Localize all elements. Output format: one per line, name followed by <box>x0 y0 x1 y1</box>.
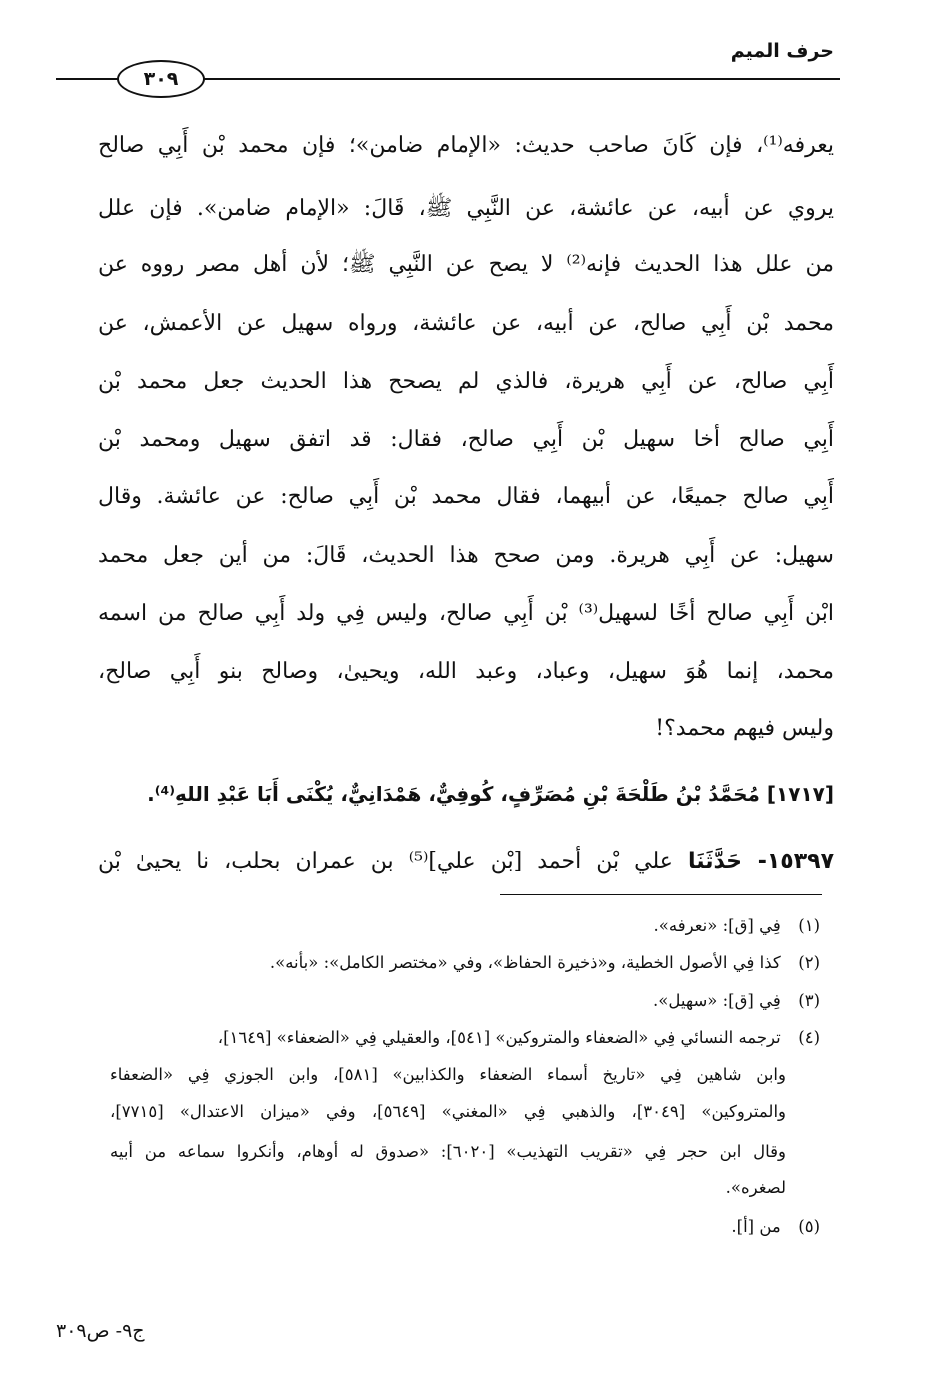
footnote-4-line: والمتروكين» [٣٠٤٩]، والذهبي فِي «المغني» [٥٦٤٩]، وفي «ميزان الاعتدال» [٧٧١٥]، <box>110 1102 787 1121</box>
footnote-text: كذا فِي الأصول الخطية، و«ذخيرة الحفاظ»، وفي «مختصر الكامل»: «بأنه». <box>269 953 781 972</box>
footnote-text: فِي [ق]: «نعرفه». <box>653 916 781 935</box>
footnote-number: (٢) <box>798 953 820 972</box>
footnote-4-line: وقال ابن حجر فِي «تقريب التهذيب» [٦٠٢٠]: «صدوق له أوهام، وأنكروا سماعه من أبيه <box>110 1142 786 1161</box>
body-line: محمد بْن أَبِي صالح، عن أبيه، عن عائشة، ورواه سهيل عن الأعمش، عن <box>98 311 834 336</box>
footnote-text: فِي [ق]: «سهيل». <box>653 991 781 1010</box>
footnote-number: (٣) <box>798 991 820 1010</box>
body-line: من علل هذا الحديث فإنه⁽²⁾ لا يصح عن النَّبِي ﷺ؛ لأن أهل مصر رووه عن <box>98 252 835 277</box>
hadith-number: ١٥٣٩٧- حَدَّثَنَا <box>687 849 834 874</box>
footnote-4-line: وابن شاهين فِي «تاريخ أسماء الضعفاء والكذابين» [٥٨١]، وابن الجوزي فِي «الضعفاء <box>110 1065 786 1084</box>
footnote-number: (٥) <box>798 1217 820 1236</box>
body-line: أَبِي صالح جميعًا، عن أبيهما، فقال محمد بْن أَبِي صالح: عن عائشة. وقال <box>98 484 834 509</box>
body-line: سهيل: عن أَبِي هريرة. ومن صحح هذا الحديث، قَالَ: من أين جعل محمد <box>98 543 834 568</box>
entry-heading: [١٧١٧] مُحَمَّدُ بْنُ طَلْحَةَ بْنِ مُصَرِّفٍ، كُوفِيٌّ، هَمْدَانِيٌّ، يُكْنَى أَبَا عَبْدِ اللهِ⁽⁴⁾. <box>147 782 834 806</box>
footnote-text: ترجمه النسائي فِي «الضعفاء والمتروكين» [٥٤١]، والعقيلي فِي «الضعفاء» [١٦٤٩]، <box>217 1028 781 1047</box>
footnote-number: (٤) <box>798 1028 820 1047</box>
footnote-2 <box>110 947 820 978</box>
body-line: أَبِي صالح، عن أَبِي هريرة، فالذي لم يصحح هذا الحديث جعل محمد بْن <box>98 369 834 394</box>
footnote-text: من [أ]. <box>731 1217 781 1236</box>
body-line: يعرفه⁽¹⁾، فإن كَانَ صاحب حديث: «الإمام ضامن»؛ فإن محمد بْن أَبِي صالح <box>98 133 834 158</box>
body-line: يروي عن أبيه، عن عائشة، عن النَّبِي ﷺ، قَالَ: «الإمام ضامن». فإن علل <box>98 196 834 221</box>
footnote-4 <box>110 1022 820 1053</box>
footnote-4-line: لصغره». <box>725 1178 786 1197</box>
running-title: حرف الميم <box>730 40 834 62</box>
footnote-rule <box>500 894 822 895</box>
folio-reference: ج٩- ص٣٠٩ <box>56 1320 145 1342</box>
body-line: ابْن أَبِي صالح أخًا لسهيل⁽³⁾ بْن أَبِي صالح، وليس فِي ولد أَبِي صالح من اسمه <box>98 601 834 626</box>
body-line: أَبِي صالح أخا سهيل بْن أَبِي صالح، فقال: قد اتفق سهيل ومحمد بْن <box>98 427 834 452</box>
body-line: محمد، إنما هُوَ سهيل، وعباد، وعبد الله، ويحيىٰ، وصالح بنو أَبِي صالح، <box>98 659 834 684</box>
page-number-badge: ٣٠٩ <box>117 60 205 98</box>
footnote-1 <box>110 910 820 941</box>
body-line: وليس فيهم محمد؟! <box>655 716 834 741</box>
hadith-text: علي بْن أحمد [بْن علي]⁽⁵⁾ بن عمران بحلب، نا يحيىٰ بْن <box>98 849 673 874</box>
footnote-number: (١) <box>798 916 820 935</box>
hadith-line <box>98 842 834 882</box>
footnote-5 <box>110 1211 820 1242</box>
footnote-3 <box>110 985 820 1016</box>
